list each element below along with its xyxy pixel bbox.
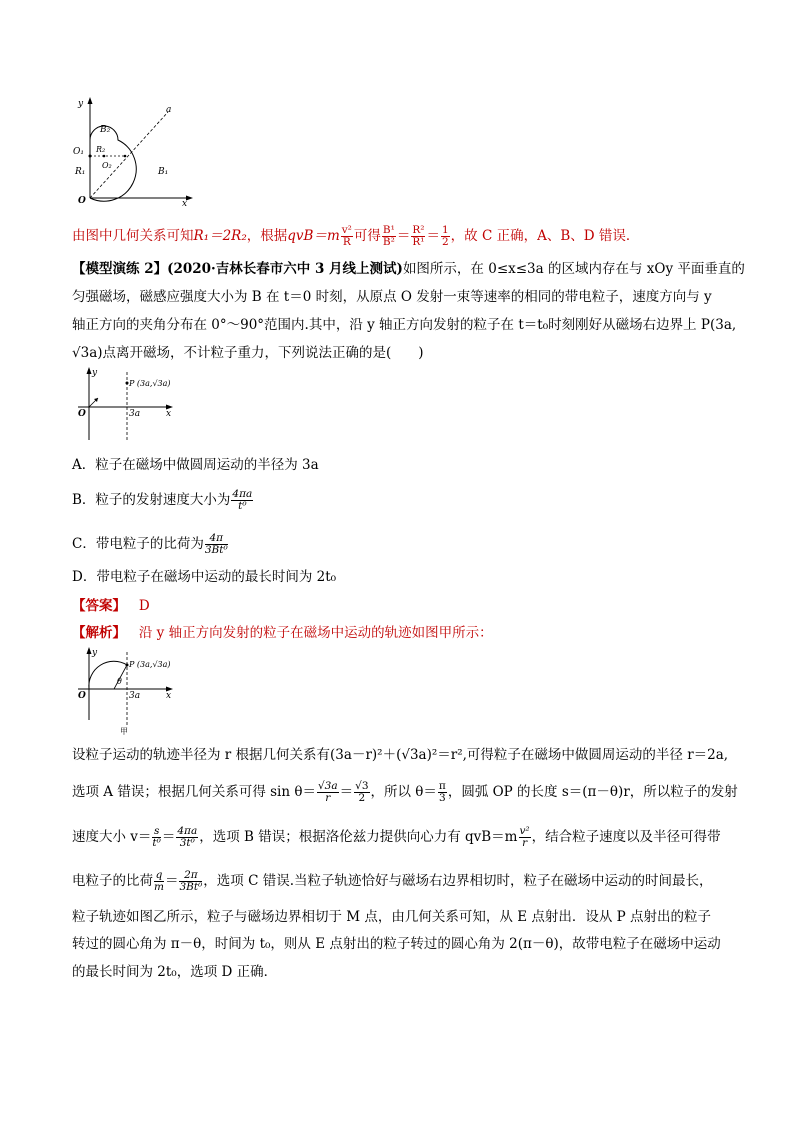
fig1-o2-label: O₂ xyxy=(102,161,112,170)
fig3-x-label: x xyxy=(166,691,172,701)
fig3-caption: 甲 xyxy=(120,727,128,736)
option-b: B．粒子的发射速度大小为 $\frac{4\pi a}{\text{t⁰}}$ xyxy=(72,488,253,512)
geometry-result-line: 由图中几何关系可知R₁＝2R₂，根据qvB＝m $\frac{\text{v²}}{R}$ 可得 $\frac{\text{B¹}}{\text{B²}}$ ＝ $\frac{\text{R²}}{\text{R¹}}$ ＝ $\frac{1}{2}$ ，故 C 正确，A、B、D 错误． xyxy=(72,224,640,248)
option-c: C．带电粒子的比荷为 $\frac{4\pi}{\text{3Bt⁰}}$ xyxy=(72,532,228,556)
fig2-y-label: y xyxy=(92,368,98,378)
fig2-origin-label: O xyxy=(78,409,86,419)
option-a: A．粒子在磁场中做圆周运动的半径为 3a xyxy=(72,457,319,473)
fig3-origin-label: O xyxy=(78,691,86,701)
figure-trajectory-jia xyxy=(72,644,184,736)
fig2-tick-label: 3a xyxy=(129,409,141,419)
option-d: D．带电粒子在磁场中运动的最长时间为 2t₀ xyxy=(72,569,337,585)
analysis-label: 【解析】 xyxy=(72,625,126,641)
solution-line-4: 电粒子的比荷 $\frac{q}{m}$ ＝ $\frac{2\pi}{\text{3Bt⁰}}$ ，选项 C 错误.当粒子轨迹恰好与磁场右边界相切时，粒子在磁场中运动的时间最长， xyxy=(72,869,713,893)
problem-source: (2020·吉林长春市六中 3 月线上测试) xyxy=(167,261,403,277)
fig1-x-label: x xyxy=(182,199,188,206)
solution-line-1: 设粒子运动的轨迹半径为 r 根据几何关系有(3a－r)²＋(√3a)²＝r²,可得粒子在磁场中做圆周运动的半径 r＝2a, xyxy=(72,747,729,763)
fig3-tick-label: 3a xyxy=(129,691,141,701)
fig1-r2-label: R₂ xyxy=(96,145,106,154)
fig2-p-label: P (3a,√3a) xyxy=(129,379,171,388)
figure-magnetic-regions xyxy=(70,94,200,206)
problem-tag: 【模型演练 2】 xyxy=(72,261,168,277)
fig1-r1-label: R₁ xyxy=(75,167,86,177)
answer-line xyxy=(72,596,150,616)
fig1-b1-label: B₁ xyxy=(158,167,169,177)
solution-line-5: 粒子轨迹如图乙所示，粒子与磁场边界相切于 M 点，由几何关系可知，从 E 点射出．设从 P 点射出的粒子 xyxy=(72,909,712,925)
answer-label: 【答案】 xyxy=(72,598,126,614)
problem-line-1: 【模型演练 2】(2020·吉林长春市六中 3 月线上测试)如图所示，在 0≤x≤3a 的区域内存在与 xOy 平面垂直的 xyxy=(72,261,745,277)
fig3-p-label: P (3a,√3a) xyxy=(129,660,171,669)
problem-line-3: 轴正方向的夹角分布在 0°～90°范围内.其中，沿 y 轴正方向发射的粒子在 t＝t₀时刻刚好从磁场右边界上 P(3a, xyxy=(72,317,737,333)
problem-line-2: 匀强磁场，磁感应强度大小为 B 在 t＝0 时刻，从原点 O 发射一束等速率的相同的带电粒子，速度方向与 y xyxy=(72,289,712,305)
fig1-o1-label: O₁ xyxy=(73,147,84,157)
fig3-theta-label: θ xyxy=(117,677,122,686)
fig1-origin-label: O xyxy=(78,196,86,206)
fig3-y-label: y xyxy=(92,648,98,658)
analysis-intro-line: 【解析】 沿 y 轴正方向发射的粒子在磁场中运动的轨迹如图甲所示： xyxy=(72,625,493,641)
figure-problem-axes xyxy=(72,364,184,444)
solution-line-3: 速度大小 v＝ $\frac{s}{\text{t⁰}}$ ＝ $\frac{4\pi a}{\text{3t⁰}}$ ，选项 B 错误；根据洛伦兹力提供向心力有 qvB＝m $\frac{\text{v²}}{r}$ ，结合粒子速度以及半径可得带 xyxy=(72,825,721,849)
fig1-b2-label: B₂ xyxy=(100,125,111,135)
solution-line-6: 转过的圆心角为 π－θ，时间为 t₀，则从 E 点射出的粒子转过的圆心角为 2(π－θ)，故带电粒子在磁场中运动 xyxy=(72,936,721,952)
solution-line-7: 的最长时间为 2t₀，选项 D 正确． xyxy=(72,964,278,980)
problem-line-4: √3a)点离开磁场，不计粒子重力，下列说法正确的是( ) xyxy=(72,345,424,361)
fig2-x-label: x xyxy=(166,409,172,419)
solution-line-2: 选项 A 错误；根据几何关系可得 sin θ＝ $\frac{√3a}{r}$ ＝ $\frac{√3}{2}$ ，所以 θ＝ $\frac{\pi}{3}$ ，圆弧 OP 的长度 s＝(π－θ)r，所以粒子的发射 xyxy=(72,780,738,804)
fig1-y-label: y xyxy=(78,99,84,109)
answer-value: D xyxy=(138,598,150,614)
fig1-a-label: a xyxy=(166,105,172,115)
